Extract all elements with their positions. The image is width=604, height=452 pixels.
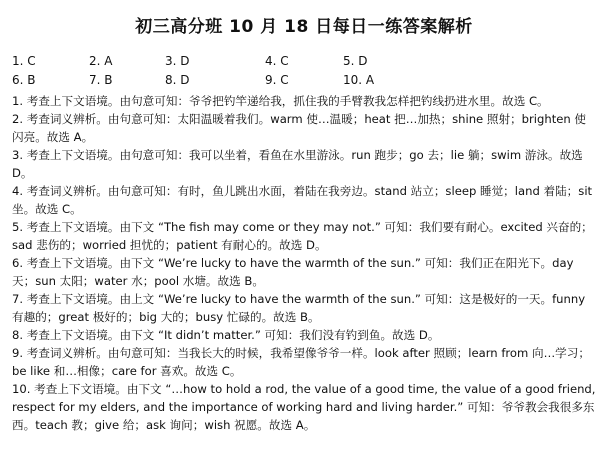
explanation-7: 7. 考查上下文语境。由上文 “We’re lucky to have the warmth of the sun.” 可知：这是极好的一天。funny 有趣的；great 极好的；big 大的；busy 忙碌的。故选 B。 xyxy=(12,292,586,324)
answer-row-2 xyxy=(12,71,596,90)
explanation-4: 4. 考查词义辨析。由句意可知：有时，鱼儿跳出水面，着陆在我旁边。stand 站立；sleep 睡觉；land 着陆；sit 坐。故选 C。 xyxy=(12,184,593,216)
explanation-6: 6. 考查上下文语境。由下文 “We’re lucky to have the warmth of the sun.” 可知：我们正在阳光下。day 天；sun 太阳；water 水；pool 水塘。故选 B。 xyxy=(12,256,574,288)
answer-5: 5. D xyxy=(343,54,368,68)
explanation-9: 9. 考查词义辨析。由句意可知：当我长大的时候，我希望像爷爷一样。look after 照顾；learn from 向…学习；be like 和…相像；care for 喜欢。故选 C。 xyxy=(12,346,590,378)
answer-7: 7. B xyxy=(89,73,113,87)
answer-9: 9. C xyxy=(265,73,289,87)
explanation-3: 3. 考查上下文语境。由句意可知：我可以坐着，看鱼在水里游泳。run 跑步；go 去；lie 躺；swim 游泳。故选 D。 xyxy=(12,148,583,180)
answer-10: 10. A xyxy=(343,73,375,87)
explanation-8: 8. 考查上下文语境。由下文 “It didn’t matter.” 可知：我们没有钓到鱼。故选 D。 xyxy=(12,328,440,342)
answer-key xyxy=(12,52,596,90)
page-title: 初三高分班 10 月 18 日每日一练答案解析 xyxy=(135,17,473,37)
answer-4: 4. C xyxy=(265,54,289,68)
explanation-10: 10. 考查上下文语境。由下文 “…how to hold a rod, the value of a good time, the value of a good friend, respect for my elders, and the importance of working hard and living harder.” 可知：爷爷教会我很多东西。teach 教；give 给；ask 询问；wish 祝愿。故选 A。 xyxy=(12,382,596,432)
explanation-5: 5. 考查上下文语境。由下文 “The fish may come or they may not.” 可知：我们要有耐心。excited 兴奋的；sad 悲伤的；worried 担忧的；patient 有耐心的。故选 D。 xyxy=(12,220,593,252)
answer-2: 2. A xyxy=(89,54,113,68)
answer-1: 1. C xyxy=(12,54,36,68)
explanation-1: 1. 考查上下文语境。由句意可知：爷爷把钓竿递给我，抓住我的手臂教我怎样把钓线扔进水里。故选 C。 xyxy=(12,94,549,108)
answer-3: 3. D xyxy=(165,54,190,68)
explanation-2: 2. 考查词义辨析。由句意可知：太阳温暖着我们。warm 使…温暖；heat 把…加热；shine 照射；brighten 使闪亮。故选 A。 xyxy=(12,112,587,144)
answer-row-1 xyxy=(12,52,596,71)
answer-8: 8. D xyxy=(165,73,190,87)
explanation-list xyxy=(12,92,596,434)
answer-6: 6. B xyxy=(12,73,36,87)
